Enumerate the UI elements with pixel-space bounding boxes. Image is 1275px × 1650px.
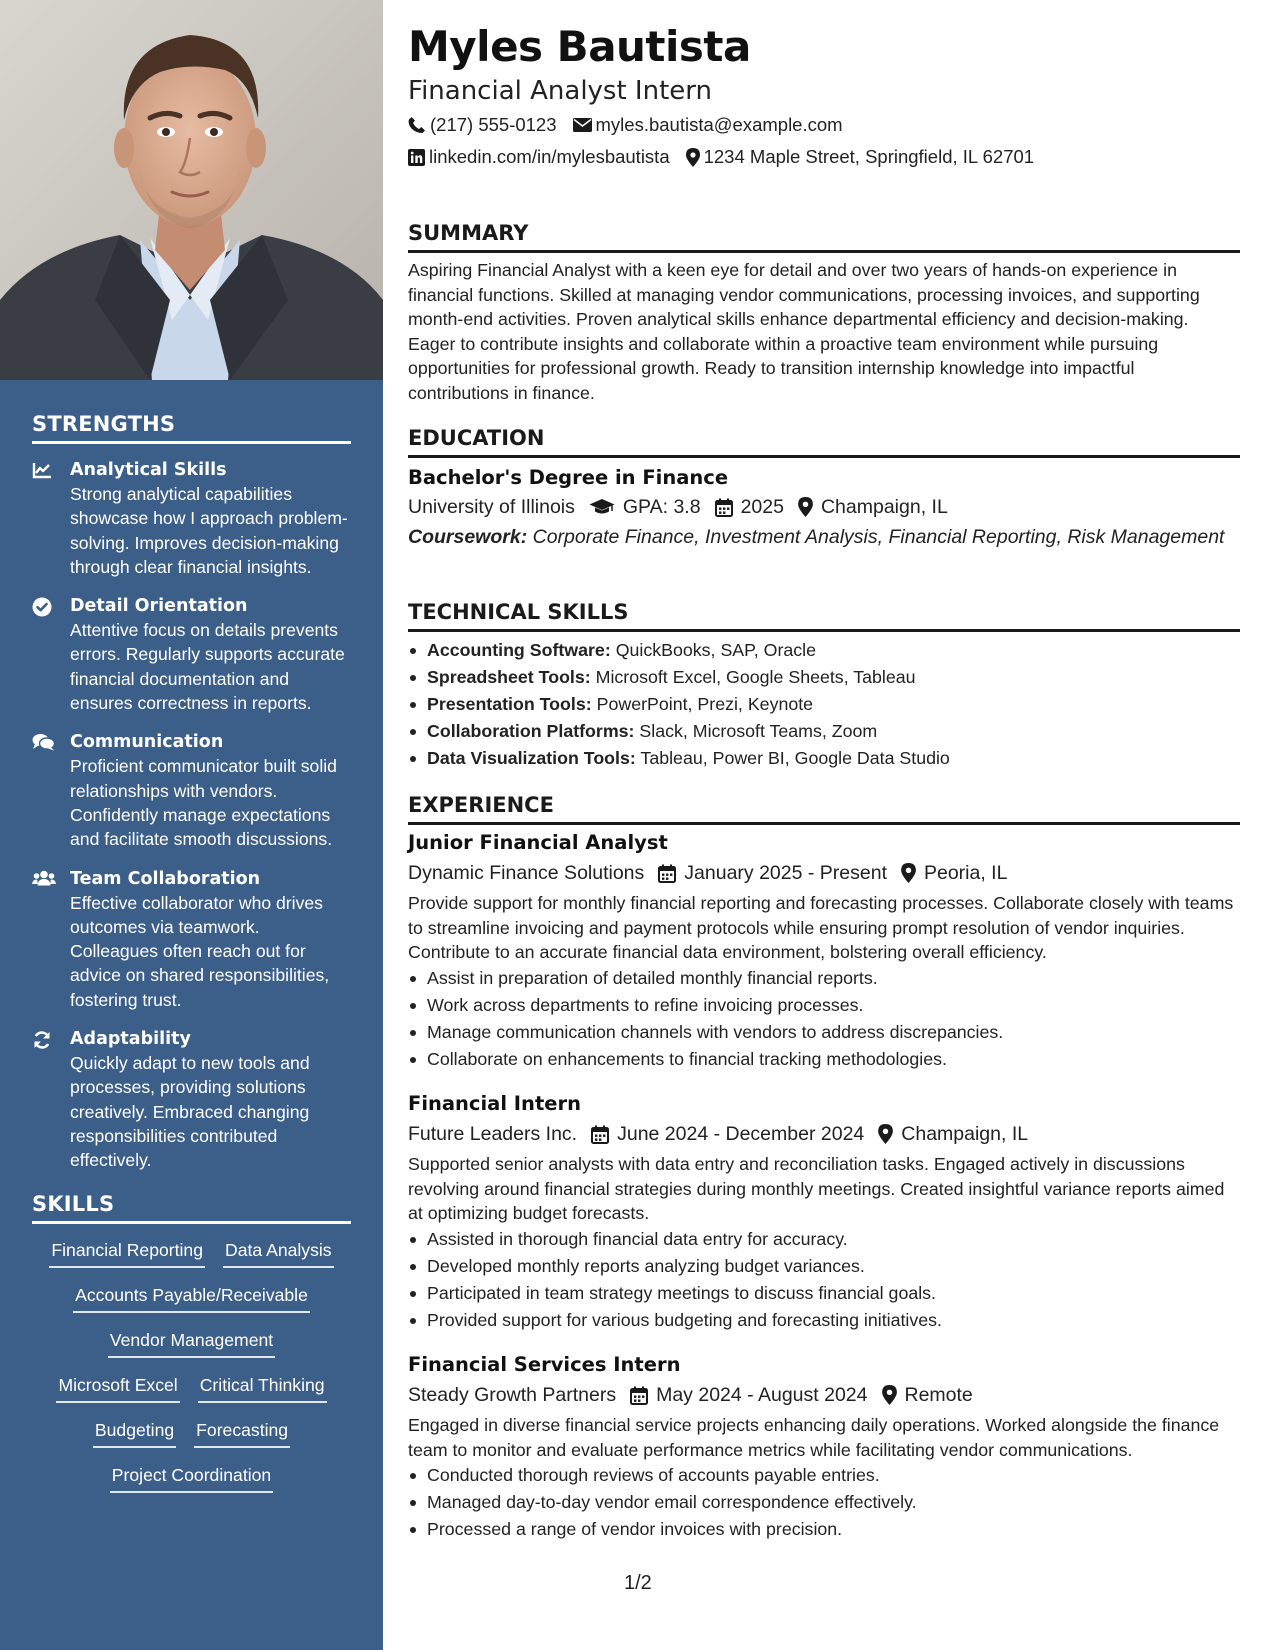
job-description: Supported senior analysts with data entry and reconciliation tasks. Engaged actively in discussions revolving around financial strategies during monthly meetings. Created insightful variance reports aimed at optimizing budget forecasts.	[408, 1154, 1225, 1223]
skill-tag: Microsoft Excel	[56, 1373, 179, 1403]
skills-list	[32, 1238, 351, 1508]
coursework	[408, 525, 1240, 550]
degree-title: Bachelor's Degree in Finance	[408, 466, 729, 489]
strength-title: Analytical Skills	[70, 460, 227, 480]
map-marker-icon	[882, 1385, 905, 1405]
job-bullet: Assist in preparation of detailed monthly financial reports.	[408, 965, 1240, 992]
linkedin-link[interactable]: linkedin.com/in/mylesbautista	[429, 146, 670, 167]
strength-description: Strong analytical capabilities showcase how I approach problem-solving. Improves decision-making through clear financial insights.	[70, 484, 348, 577]
linkedin-icon	[408, 149, 429, 166]
job-bullet: Manage communication channels with vendors to address discrepancies.	[408, 1019, 1240, 1046]
strength-item	[32, 1027, 351, 1172]
job-description: Engaged in diverse financial service projects enhancing daily operations. Worked alongside the finance team to monitor and evaluate performance metrics while facilitating vendor communications.	[408, 1415, 1220, 1460]
coursework-list: Corporate Finance, Investment Analysis, Financial Reporting, Risk Management	[527, 526, 1225, 548]
strength-description: Attentive focus on details prevents errors. Regularly supports accurate financial documentation and ensures correctness in reports.	[70, 620, 345, 714]
job-title: Junior Financial Analyst	[408, 831, 668, 854]
company-name: Future Leaders Inc.	[408, 1123, 578, 1145]
map-marker-icon	[686, 148, 704, 167]
comments-icon	[32, 733, 70, 751]
job-location: Champaign, IL	[901, 1123, 1029, 1145]
contact-row	[408, 113, 859, 137]
job-bullet: Processed a range of vendor invoices with precision.	[408, 1516, 1240, 1543]
strength-description: Effective collaborator who drives outcomes via teamwork. Colleagues often reach out for advice on shared responsibilities, fostering trust.	[70, 892, 330, 1010]
coursework-label: Coursework:	[408, 526, 528, 548]
contact-row	[408, 145, 1050, 169]
summary-section	[408, 219, 1240, 405]
page-number: 1/2	[624, 1572, 652, 1594]
experience-heading: EXPERIENCE	[408, 791, 1240, 825]
skill-tag: Accounts Payable/Receivable	[73, 1283, 310, 1313]
experience-entry	[408, 830, 1240, 1073]
technical-skills-list	[408, 637, 1240, 772]
users-icon	[32, 870, 70, 886]
strength-description: Proficient communicator built solid relationships with vendors. Confidently manage expectations and facilitate smooth discussions.	[70, 756, 337, 850]
strengths-heading: STRENGTHS	[32, 412, 351, 444]
summary-heading: SUMMARY	[408, 219, 1240, 253]
job-title: Financial Intern	[408, 1092, 581, 1115]
chart-line-icon	[32, 461, 70, 479]
profile-photo	[0, 0, 383, 380]
job-bullet: Work across departments to refine invoicing processes.	[408, 992, 1240, 1019]
check-circle-icon	[32, 597, 70, 617]
school-location: Champaign, IL	[820, 496, 948, 518]
skill-tag: Critical Thinking	[198, 1373, 327, 1403]
calendar-icon	[658, 864, 684, 883]
map-marker-icon	[878, 1124, 901, 1144]
experience-section	[408, 791, 1240, 825]
job-meta	[408, 859, 1240, 887]
strength-title: Adaptability	[70, 1029, 191, 1050]
experience-entry	[408, 1352, 1240, 1543]
technical-skill-item: Presentation Tools: PowerPoint, Prezi, Keynote	[408, 691, 1240, 718]
calendar-icon	[630, 1386, 656, 1405]
strength-title: Team Collaboration	[70, 868, 261, 889]
envelope-icon	[573, 118, 596, 132]
job-bullet: Provided support for various budgeting and forecasting initiatives.	[408, 1307, 1240, 1334]
technical-skill-item: Accounting Software: QuickBooks, SAP, Oracle	[408, 637, 1240, 664]
experience-entry	[408, 1091, 1240, 1334]
skill-tag: Vendor Management	[108, 1328, 275, 1358]
company-name: Dynamic Finance Solutions	[408, 862, 645, 884]
gpa-text: GPA: 3.8	[622, 496, 701, 518]
school-name: University of Illinois	[408, 496, 575, 518]
job-bullet: Assisted in thorough financial data entry for accuracy.	[408, 1226, 1240, 1253]
job-description: Provide support for monthly financial reporting and forecasting processes. Collaborate closely with teams to streamline invoicing and payment protocols while ensuring prompt resolution of vendor inquiries. Contribute to an accurate financial data environment, bolstering overall efficiency.	[408, 893, 1234, 962]
map-marker-icon	[798, 497, 821, 517]
job-meta	[408, 1120, 1240, 1148]
education-heading: EDUCATION	[408, 424, 1240, 458]
technical-skill-item: Data Visualization Tools: Tableau, Power BI, Google Data Studio	[408, 745, 1240, 772]
skills-heading: SKILLS	[32, 1192, 351, 1224]
job-dates: January 2025 - Present	[684, 862, 887, 884]
job-bullet: Participated in team strategy meetings to discuss financial goals.	[408, 1280, 1240, 1307]
strength-item	[32, 458, 351, 579]
job-title: Financial Services Intern	[408, 1353, 681, 1376]
skill-tag: Financial Reporting	[49, 1238, 205, 1268]
strength-title: Detail Orientation	[70, 596, 248, 617]
job-dates: June 2024 - December 2024	[617, 1123, 865, 1145]
job-bullets	[408, 1226, 1240, 1334]
strength-item	[32, 867, 351, 1012]
technical-skill-item: Collaboration Platforms: Slack, Microsoft Teams, Zoom	[408, 718, 1240, 745]
job-bullet: Conducted thorough reviews of accounts payable entries.	[408, 1462, 1240, 1489]
strength-item	[32, 730, 351, 851]
phone-number[interactable]: (217) 555-0123	[430, 114, 557, 135]
job-bullet: Developed monthly reports analyzing budget variances.	[408, 1253, 1240, 1280]
summary-text: Aspiring Financial Analyst with a keen eye for detail and over two years of hands-on experience in financial functions. Skilled at managing vendor communications, processing invoices, and supporting month-end activities. Proven analytical skills enhance departmental efficiency and decision-making. Eager to contribute insights and collaborate within a proactive team environment while pursuing opportunities for professional growth. Ready to transition internship knowledge into impactful contributions in finance.	[408, 260, 1200, 403]
job-bullet: Collaborate on enhancements to financial tracking methodologies.	[408, 1046, 1240, 1073]
technical-skill-item: Spreadsheet Tools: Microsoft Excel, Google Sheets, Tableau	[408, 664, 1240, 691]
skill-tag: Budgeting	[93, 1418, 176, 1448]
skill-tag: Data Analysis	[223, 1238, 334, 1268]
job-meta	[408, 1381, 1240, 1409]
candidate-role: Financial Analyst Intern	[408, 76, 712, 106]
job-dates: May 2024 - August 2024	[656, 1384, 868, 1406]
job-bullet: Managed day-to-day vendor email correspondence effectively.	[408, 1489, 1240, 1516]
sidebar	[0, 0, 383, 1650]
graduation-cap-icon	[589, 498, 623, 516]
skill-tag: Forecasting	[194, 1418, 290, 1448]
skill-tag: Project Coordination	[110, 1463, 273, 1493]
strength-item	[32, 594, 351, 715]
strength-description: Quickly adapt to new tools and processes, providing solutions creatively. Embraced changing responsibilities contributed effectively.	[70, 1053, 310, 1171]
address-text: 1234 Maple Street, Springfield, IL 62701	[703, 146, 1035, 167]
job-location: Remote	[904, 1384, 973, 1406]
calendar-icon	[715, 498, 741, 517]
technical-skills-section	[408, 598, 1240, 772]
calendar-icon	[591, 1125, 617, 1144]
map-marker-icon	[901, 863, 924, 883]
sync-icon	[32, 1030, 70, 1050]
phone-icon	[408, 116, 430, 134]
job-bullets	[408, 965, 1240, 1073]
email-link[interactable]: myles.bautista@example.com	[595, 114, 843, 135]
education-meta	[408, 493, 1240, 521]
strength-title: Communication	[70, 732, 224, 753]
job-location: Peoria, IL	[923, 862, 1008, 884]
graduation-year: 2025	[740, 496, 784, 518]
technical-skills-heading: TECHNICAL SKILLS	[408, 598, 1240, 632]
education-section	[408, 424, 1240, 550]
candidate-name: Myles Bautista	[408, 22, 751, 71]
company-name: Steady Growth Partners	[408, 1384, 617, 1406]
job-bullets	[408, 1462, 1240, 1543]
